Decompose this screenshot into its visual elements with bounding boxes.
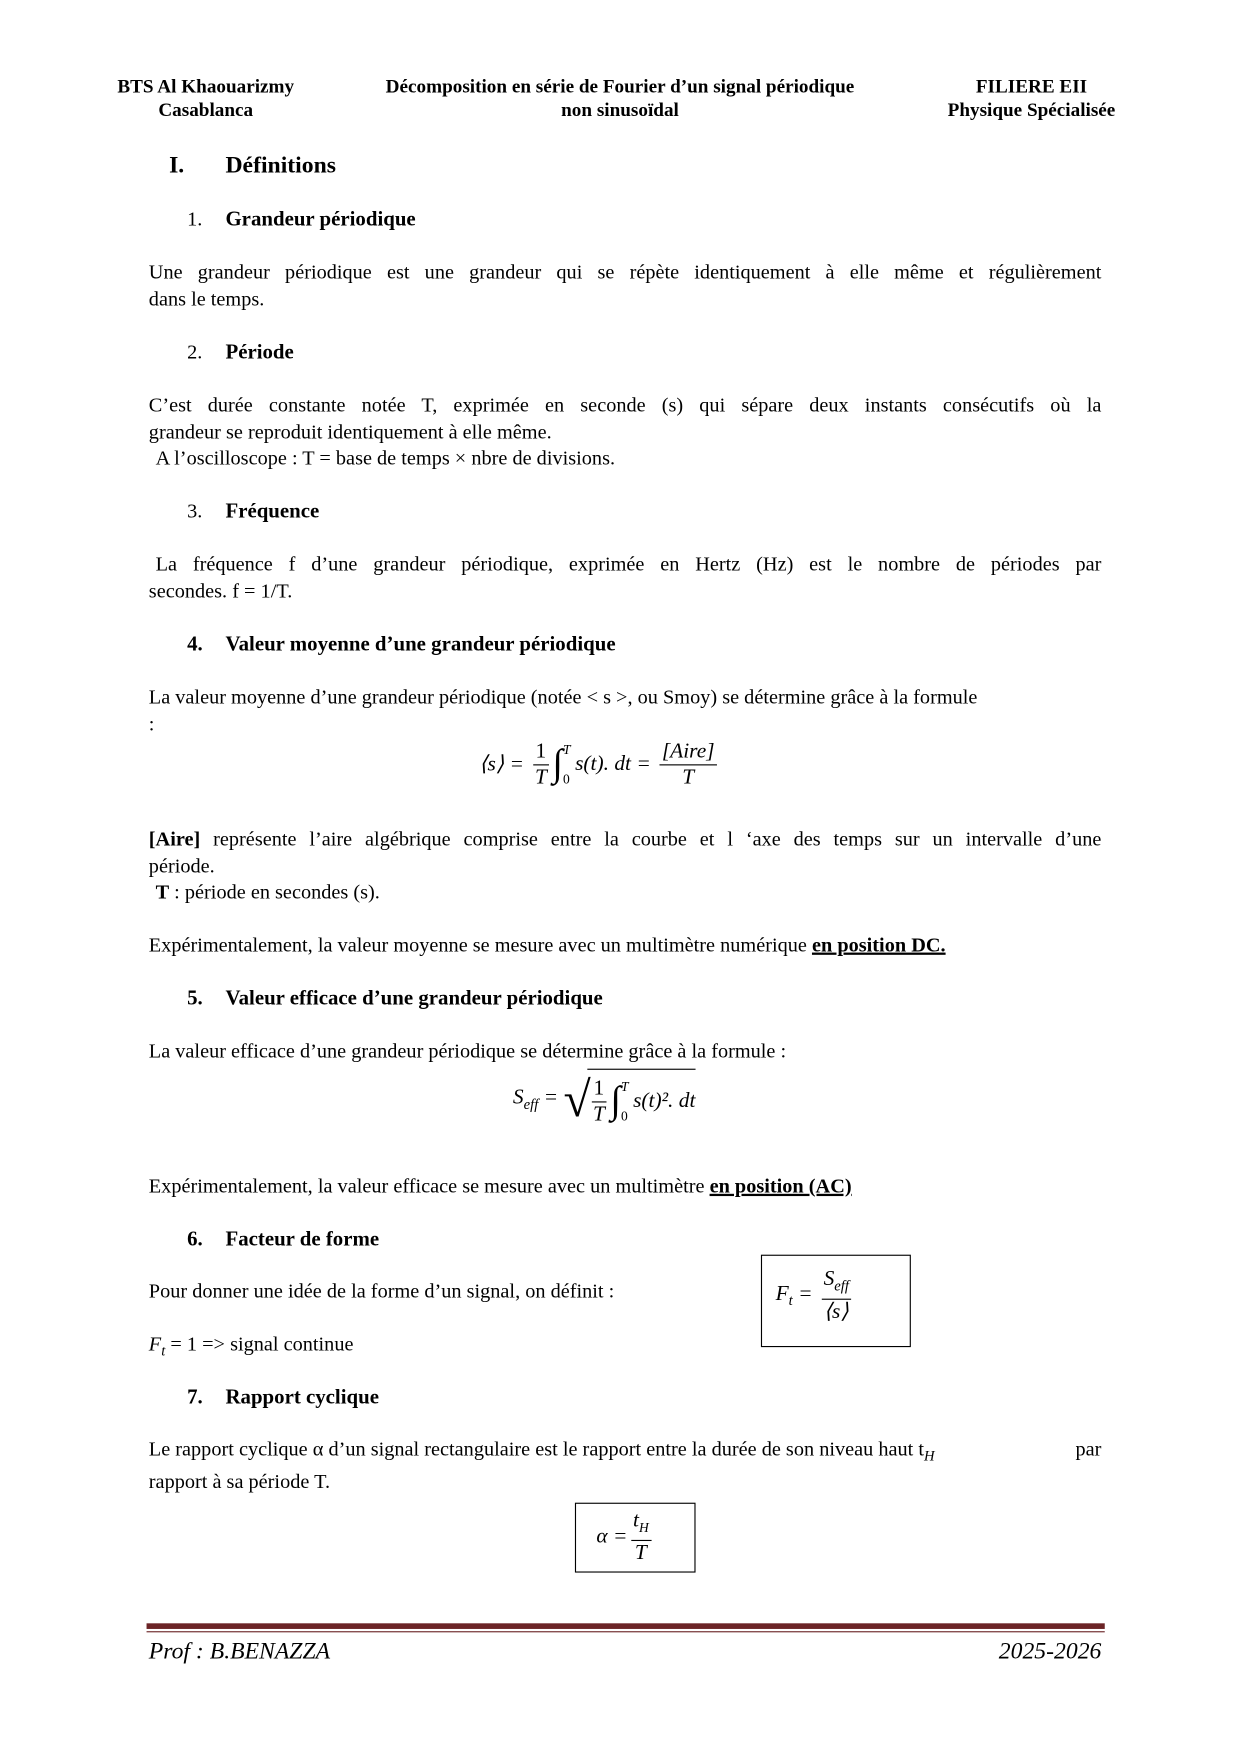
item-title: Rapport cyclique <box>225 1386 379 1410</box>
text-line: : <box>148 711 155 735</box>
numerator: [Aire] <box>660 739 717 765</box>
formula-lhs-sub: t <box>788 1291 793 1309</box>
program-name: FILIERE EII <box>975 75 1088 97</box>
formula-mean <box>479 735 720 794</box>
equals: = <box>543 1085 559 1110</box>
item-title: Valeur moyenne d’une grandeur périodique <box>225 633 616 657</box>
text-line: C’est durée constante notée T, exprimée en seconde (s) qui sépare deux instants consécutifs où la <box>148 393 1102 416</box>
section-title: Définitions <box>225 151 336 179</box>
denominator: T <box>534 764 547 789</box>
text-line: période. <box>148 853 215 877</box>
denominator: ⟨s⟩ <box>823 1299 849 1324</box>
paragraph-periode <box>149 392 1102 471</box>
formula-lhs-sub: eff <box>523 1095 539 1113</box>
numerator: t <box>633 1508 639 1533</box>
text-line: : période en secondes (s). <box>169 880 380 903</box>
paragraph-continue <box>149 1331 1102 1364</box>
equals: = <box>798 1281 813 1306</box>
text-line: Une grandeur périodique est une grandeur qui se répète identiquement à elle même et régulièrement <box>148 260 1102 283</box>
denominator: T <box>592 1101 605 1126</box>
dc-position: en position DC. <box>811 933 946 956</box>
text-line: La fréquence f d’une grandeur périodique, exprimée en Hertz (Hz) est le nombre de périodes par <box>155 552 1102 575</box>
fraction-aire <box>660 739 717 790</box>
formula-rms <box>513 1069 695 1131</box>
text-line: La valeur moyenne d’une grandeur périodique (notée < s >, ou Smoy) se détermine grâce à la formule <box>148 685 978 708</box>
formula-box-duty-cycle <box>575 1503 696 1573</box>
paragraph-forme <box>149 1278 1102 1304</box>
text-line: Le rapport cyclique α d’un signal rectangulaire est le rapport entre la durée de son niveau haut t <box>148 1437 924 1460</box>
item-heading-5 <box>187 986 603 1011</box>
upper-bound: T <box>563 741 571 758</box>
paragraph-efficace <box>149 1038 1102 1064</box>
paragraph-moyenne <box>149 684 1102 737</box>
tH-sub: H <box>923 1446 935 1464</box>
school-name: BTS Al Khaouarizmy <box>117 75 295 97</box>
text-line: rapport à sa période T. <box>148 1470 331 1493</box>
item-number: 2. <box>187 340 203 363</box>
item-title: Valeur efficace d’une grandeur périodique <box>225 987 603 1011</box>
item-heading-4 <box>187 632 615 657</box>
item-number: 5. <box>187 987 203 1011</box>
footer-author: Prof : B.BENAZZA <box>148 1636 331 1664</box>
item-number: 1. <box>187 207 203 230</box>
item-number: 4. <box>187 633 203 657</box>
formula-body: s(t)². dt <box>633 1088 696 1113</box>
item-title: Grandeur périodique <box>225 208 416 232</box>
fraction <box>533 739 549 790</box>
text-line: par <box>1075 1437 1102 1460</box>
paragraph-dc <box>149 932 1102 958</box>
item-title: Fréquence <box>225 500 320 524</box>
text-line: Expérimentalement, la valeur efficace se mesure avec un multimètre <box>148 1174 710 1198</box>
formula-lhs: S <box>512 1085 524 1110</box>
text-line: secondes. f = 1/T. <box>148 578 293 602</box>
header-title <box>338 74 902 121</box>
footer-rule-thin <box>147 1631 1105 1632</box>
formula-lhs: F <box>775 1281 789 1306</box>
school-city: Casablanca <box>158 99 254 121</box>
integral-sign: ∫ <box>552 742 564 785</box>
sqrt-content: $\frac{1}{T}$ ∫ T 0 s(t)². dt <box>587 1069 695 1131</box>
lower-bound: 0 <box>621 1108 628 1124</box>
section-heading <box>169 151 336 179</box>
item-heading-2 <box>187 340 294 365</box>
denominator: T <box>682 764 695 789</box>
paragraph-ac <box>149 1174 1102 1200</box>
formula-lhs-sub: t <box>161 1342 166 1360</box>
formula-lhs: α = <box>596 1524 628 1549</box>
integral-bounds <box>563 735 571 794</box>
title-line1: Décomposition en série de Fourier d’un signal périodique <box>385 75 855 97</box>
sqrt-icon: √ <box>563 1072 591 1128</box>
numerator-sub: H <box>638 1519 649 1536</box>
footer-year: 2025-2026 <box>998 1636 1102 1664</box>
numerator: 1 <box>533 739 548 765</box>
text-line: Pour donner une idée de la forme d’un signal, on définit : <box>148 1279 615 1303</box>
text-line: A l’oscilloscope : T = base de temps × nbre de divisions. <box>155 446 616 469</box>
text-line: => signal continue <box>197 1332 354 1356</box>
program-subject: Physique Spécialisée <box>947 99 1116 121</box>
footer-rule-thick <box>147 1623 1105 1629</box>
paragraph-cyclique <box>149 1436 1102 1495</box>
item-title: Période <box>225 341 294 365</box>
denominator: T <box>634 1540 647 1565</box>
formula-lhs: F <box>148 1332 162 1356</box>
text-line: Expérimentalement, la valeur moyenne se mesure avec un multimètre numérique <box>148 933 812 956</box>
item-number: 6. <box>187 1228 203 1252</box>
header-school <box>96 74 316 121</box>
fraction <box>821 1267 851 1324</box>
section-number: I. <box>169 151 185 179</box>
item-heading-7 <box>187 1385 379 1410</box>
header-program <box>919 74 1144 121</box>
text-line: grandeur se reproduit identiquement à elle même. <box>148 419 552 443</box>
paragraph-frequence <box>149 551 1102 604</box>
numerator: 1 <box>591 1076 606 1102</box>
item-heading-3 <box>187 499 319 524</box>
numerator-sub: eff <box>834 1277 849 1294</box>
item-heading-1 <box>187 207 416 232</box>
formula-lhs: ⟨s⟩ = <box>479 752 524 777</box>
paragraph-grandeur <box>149 259 1102 312</box>
title-line2: non sinusoïdal <box>561 99 679 121</box>
upper-bound: T <box>621 1078 629 1095</box>
ac-position: en position (AC) <box>709 1174 852 1198</box>
text-line: représente l’aire algébrique comprise entre la courbe et l ‘axe des temps sur un intervalle d’une <box>200 827 1102 850</box>
item-heading-6 <box>187 1228 379 1253</box>
text-line: La valeur efficace d’une grandeur périodique se détermine grâce à la formule : <box>148 1039 787 1062</box>
lower-bound: 0 <box>563 771 570 787</box>
paragraph-aire <box>149 826 1102 905</box>
formula-body: s(t). dt = <box>575 751 651 776</box>
item-number: 7. <box>187 1386 203 1410</box>
item-title: Facteur de forme <box>225 1228 380 1252</box>
numerator: S <box>823 1267 835 1291</box>
text-line: dans le temps. <box>148 286 265 310</box>
formula-rest: = 1 <box>165 1332 198 1356</box>
aire-term: [Aire] <box>148 827 201 850</box>
T-term: T <box>155 880 170 903</box>
item-number: 3. <box>187 499 203 522</box>
